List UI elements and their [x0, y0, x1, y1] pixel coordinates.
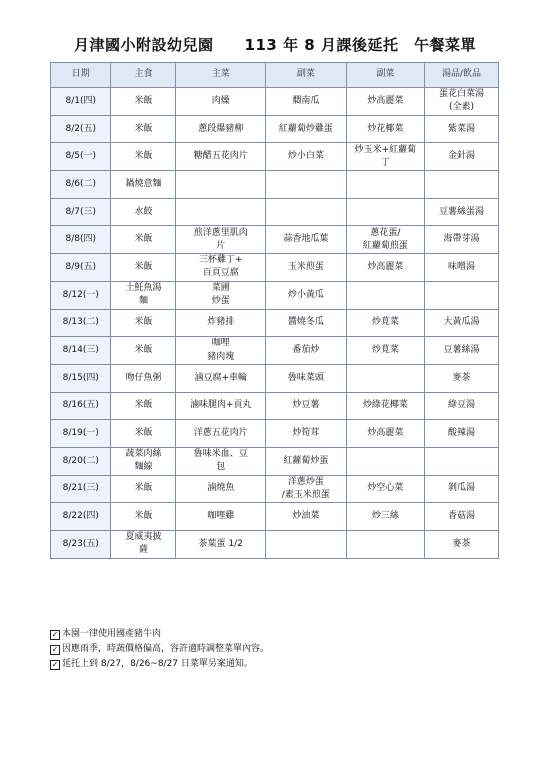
cell-date: 8/7(三) [51, 198, 111, 226]
cell-main-dish: 炸豬排 [176, 309, 266, 337]
cell-main-dish: 滷豆腐+車輪 [176, 364, 266, 392]
cell-date: 8/6(二) [51, 171, 111, 199]
cell-side-dish-2: 炒玉米+紅蘿蔔 丁 [346, 143, 424, 171]
cell-side-dish-1 [266, 198, 347, 226]
cell-soup-drink: 酸辣湯 [425, 420, 499, 448]
cell-main-dish: 肉燥 [176, 88, 266, 116]
cell-main-dish: 滷燒魚 [176, 475, 266, 503]
cell-side-dish-2: 炒高麗菜 [346, 254, 424, 282]
checkbox-checked-icon: ✓ [51, 630, 59, 639]
cell-main-dish [176, 171, 266, 199]
cell-side-dish-1: 番茄炒 [266, 337, 347, 365]
header-side-dish-1: 副菜 [266, 63, 347, 88]
cell-date: 8/9(五) [51, 254, 111, 282]
cell-side-dish-1: 炒筍茸 [266, 420, 347, 448]
cell-side-dish-2: 炒三絲 [346, 503, 424, 531]
cell-side-dish-1: 魯味菜頭 [266, 364, 347, 392]
cell-date: 8/1(四) [51, 88, 111, 116]
table-row [51, 254, 499, 282]
cell-side-dish-1: 紅蘿蔔炒雞蛋 [266, 115, 347, 143]
header-main-dish: 主菜 [176, 63, 266, 88]
table-row [51, 198, 499, 226]
cell-date: 8/19(一) [51, 420, 111, 448]
cell-soup-drink: 蛋花白菜湯 (全素) [425, 88, 499, 116]
table-row [51, 503, 499, 531]
checkbox-checked-icon: ✓ [51, 645, 59, 654]
cell-side-dish-2: 炒綠花椰菜 [346, 392, 424, 420]
cell-main-dish: 糖醋五花肉片 [176, 143, 266, 171]
cell-main-dish: 滷味腿肉+貢丸 [176, 392, 266, 420]
table-header-row [51, 63, 499, 88]
cell-staple: 米飯 [111, 226, 176, 254]
cell-side-dish-1: 炒豆薯 [266, 392, 347, 420]
cell-side-dish-2 [346, 198, 424, 226]
cell-soup-drink: 金針湯 [425, 143, 499, 171]
note-item [50, 642, 510, 657]
cell-staple: 吻仔魚粥 [111, 364, 176, 392]
cell-main-dish: 茶葉蛋 1/2 [176, 531, 266, 559]
lunch-menu-table [50, 62, 499, 559]
table-row [51, 309, 499, 337]
cell-staple: 夏威夷披 薩 [111, 531, 176, 559]
cell-soup-drink [425, 171, 499, 199]
cell-soup-drink: 大黃瓜湯 [425, 309, 499, 337]
cell-staple: 米飯 [111, 337, 176, 365]
cell-side-dish-2 [346, 531, 424, 559]
cell-side-dish-2: 炒高麗菜 [346, 420, 424, 448]
cell-soup-drink: 麥茶 [425, 364, 499, 392]
cell-soup-drink: 豆薯絲湯 [425, 337, 499, 365]
cell-date: 8/8(四) [51, 226, 111, 254]
table-row [51, 364, 499, 392]
cell-staple: 米飯 [111, 88, 176, 116]
cell-main-dish: 咖哩 豬肉塊 [176, 337, 266, 365]
cell-main-dish: 菜圃 炒蛋 [176, 281, 266, 309]
header-side-dish-2: 副菜 [346, 63, 424, 88]
cell-staple: 米飯 [111, 475, 176, 503]
cell-main-dish: 蔥段爆豬柳 [176, 115, 266, 143]
cell-staple: 米飯 [111, 254, 176, 282]
cell-date: 8/20(二) [51, 447, 111, 475]
cell-side-dish-2: 炒莧菜 [346, 337, 424, 365]
table-row [51, 226, 499, 254]
cell-staple: 米飯 [111, 115, 176, 143]
table-row [51, 171, 499, 199]
note-item [50, 627, 510, 642]
table-body [51, 88, 499, 559]
cell-main-dish: 洋蔥五花肉片 [176, 420, 266, 448]
table-row [51, 531, 499, 559]
cell-side-dish-1: 炒油菜 [266, 503, 347, 531]
cell-staple: 米飯 [111, 392, 176, 420]
cell-main-dish: 魯味米血、豆 包 [176, 447, 266, 475]
header-date: 日期 [51, 63, 111, 88]
cell-soup-drink [425, 281, 499, 309]
notes-section [50, 627, 510, 672]
cell-main-dish: 三杯雞丁+ 百頁豆腐 [176, 254, 266, 282]
cell-side-dish-1: 醬燒冬瓜 [266, 309, 347, 337]
note-item [50, 657, 510, 672]
header-soup-drink: 湯品/飲品 [425, 63, 499, 88]
cell-side-dish-1: 玉米煎蛋 [266, 254, 347, 282]
note-text: 延托上到 8/27，8/26~8/27 日菜單另案通知。 [62, 659, 253, 669]
cell-staple: 米飯 [111, 503, 176, 531]
cell-staple: 土魠魚湯 麵 [111, 281, 176, 309]
cell-side-dish-1: 炒小黃瓜 [266, 281, 347, 309]
cell-side-dish-1: 燜南瓜 [266, 88, 347, 116]
cell-main-dish [176, 198, 266, 226]
table-row [51, 143, 499, 171]
checkbox-checked-icon: ✓ [51, 660, 59, 669]
note-text: 因應雨季，時蔬價格偏高，容許適時調整菜單內容。 [62, 644, 270, 654]
cell-side-dish-1: 洋蔥炒蛋 /素玉米煎蛋 [266, 475, 347, 503]
table-row [51, 337, 499, 365]
cell-date: 8/12(一) [51, 281, 111, 309]
cell-soup-drink: 豆薯絲蛋湯 [425, 198, 499, 226]
header-staple: 主食 [111, 63, 176, 88]
table-row [51, 115, 499, 143]
cell-date: 8/15(四) [51, 364, 111, 392]
cell-date: 8/5(一) [51, 143, 111, 171]
cell-side-dish-2 [346, 171, 424, 199]
cell-soup-drink: 味噌湯 [425, 254, 499, 282]
cell-side-dish-1: 炒小白菜 [266, 143, 347, 171]
cell-side-dish-2: 炒莧菜 [346, 309, 424, 337]
cell-side-dish-2: 炒高麗菜 [346, 88, 424, 116]
cell-staple: 米飯 [111, 309, 176, 337]
cell-side-dish-2: 炒空心菜 [346, 475, 424, 503]
cell-soup-drink: 剝瓜湯 [425, 475, 499, 503]
cell-staple: 米飯 [111, 420, 176, 448]
cell-soup-drink: 麥茶 [425, 531, 499, 559]
cell-date: 8/2(五) [51, 115, 111, 143]
cell-side-dish-1: 紅蘿蔔炒蛋 [266, 447, 347, 475]
cell-date: 8/14(三) [51, 337, 111, 365]
cell-soup-drink: 香菇湯 [425, 503, 499, 531]
cell-staple: 蔬菜肉絲 麵線 [111, 447, 176, 475]
cell-staple: 鍋燒意麵 [111, 171, 176, 199]
cell-side-dish-2 [346, 364, 424, 392]
cell-side-dish-2: 蔥花蛋/ 紅蘿蔔煎蛋 [346, 226, 424, 254]
cell-date: 8/16(五) [51, 392, 111, 420]
table-row [51, 281, 499, 309]
note-text: 本園一律使用國產豬牛肉 [62, 629, 162, 639]
cell-date: 8/21(三) [51, 475, 111, 503]
cell-date: 8/23(五) [51, 531, 111, 559]
cell-side-dish-2 [346, 447, 424, 475]
cell-side-dish-1 [266, 171, 347, 199]
cell-side-dish-1 [266, 531, 347, 559]
table-row [51, 447, 499, 475]
cell-side-dish-2 [346, 281, 424, 309]
cell-date: 8/13(二) [51, 309, 111, 337]
cell-date: 8/22(四) [51, 503, 111, 531]
cell-soup-drink: 綠豆湯 [425, 392, 499, 420]
cell-side-dish-1: 蒜香地瓜葉 [266, 226, 347, 254]
table-row [51, 88, 499, 116]
table-row [51, 392, 499, 420]
cell-main-dish: 咖哩雞 [176, 503, 266, 531]
page-title: 月津國小附設幼兒園 113 年 8 月課後延托 午餐菜單 [74, 36, 476, 54]
cell-staple: 米飯 [111, 143, 176, 171]
table-row [51, 420, 499, 448]
table-row [51, 475, 499, 503]
cell-staple: 水餃 [111, 198, 176, 226]
cell-soup-drink: 紫菜湯 [425, 115, 499, 143]
cell-soup-drink [425, 447, 499, 475]
cell-side-dish-2: 炒花椰菜 [346, 115, 424, 143]
cell-main-dish: 煎洋蔥里肌肉 片 [176, 226, 266, 254]
cell-soup-drink: 海帶芽湯 [425, 226, 499, 254]
